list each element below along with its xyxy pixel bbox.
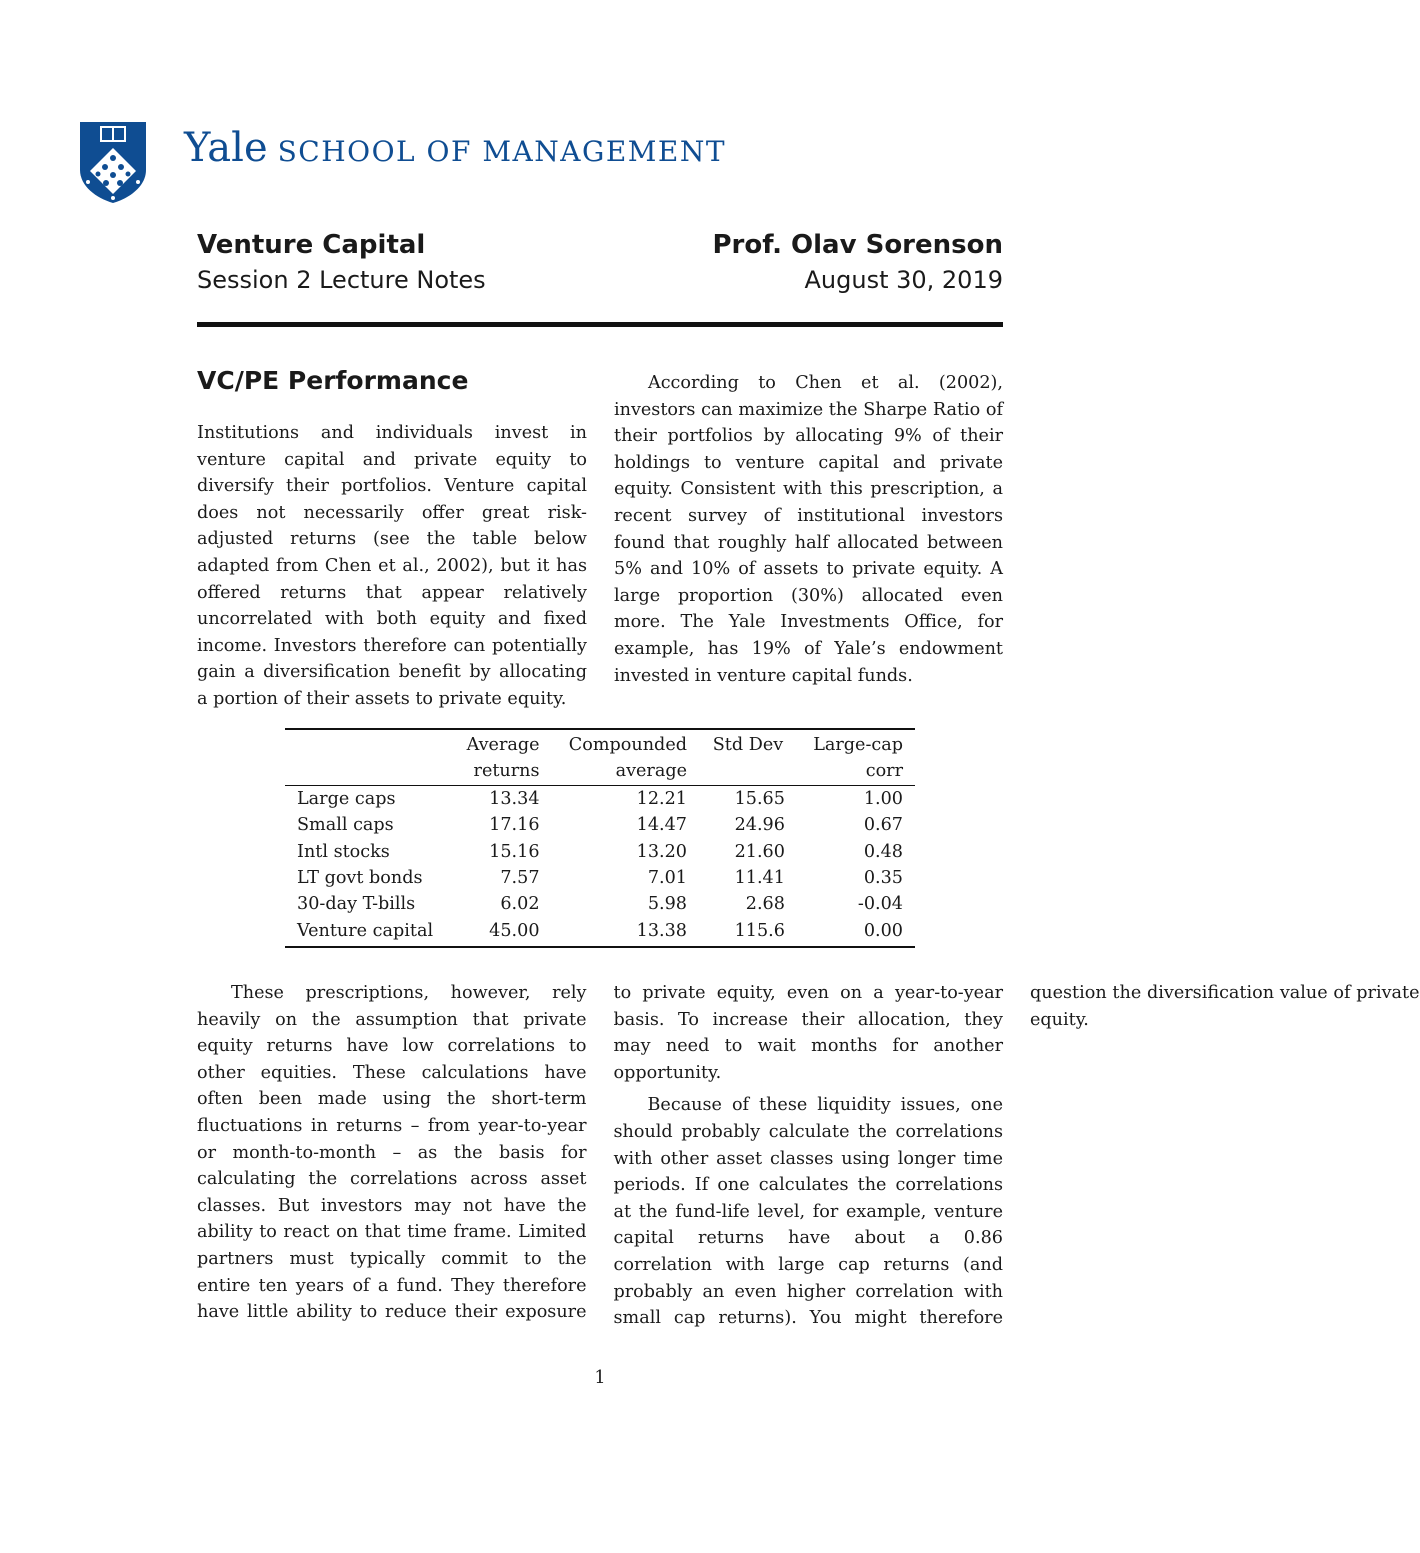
cell-average: 45.00 [451,918,552,947]
course-title: Venture Capital [197,230,426,260]
row-label: Small caps [297,815,394,836]
row-label: Venture capital [285,918,451,947]
table-header-row [285,758,915,785]
cell-compounded: 14.47 [636,815,687,836]
intro-paragraph: Institutions and individuals invest in venture capital and private equity to diversify their portfolios. Venture capital does not necessarily offer great risk-adjusted returns (see the table below adapted from Chen et al., 2002), but it has offered returns that appear relatively uncorrelated with both equity and fixed income. Investors therefore can potentially gain a diversification benefit by allocating a portion of their assets to private equity. [197,423,587,709]
cell-average: 7.57 [500,868,540,889]
cell-std-dev: 2.68 [745,894,785,915]
header-average-2: returns [451,758,552,785]
yale-shield-icon [78,120,148,204]
table-row [285,865,915,891]
row-label: 30-day T-bills [297,894,416,915]
prescriptions-paragraph: These prescriptions, however, rely heavily on the assumption that private equity returns have low correlations to other equities. These calculations have often been made using the short-term fluctuations in returns – from year-to-year or month-to-month – as the basis for calculating the correlations across asset classes. But investors may not have the ability to react on that time frame. Limited partners must typically commit to the entire ten years of a fund. They therefore have little ability to reduce their exposure to private equity, even on a year-to-year basis. To increase their allocation, they may need to wait months for another opportunity. [197,983,1003,1323]
header-large-cap: Large-cap [797,729,915,758]
cell-average: 13.34 [489,788,540,809]
header-compounded: Compounded [552,729,699,758]
cell-corr: 0.67 [863,815,903,836]
cell-compounded: 5.98 [647,894,687,915]
cell-compounded: 13.38 [552,918,699,947]
cell-std-dev: 11.41 [734,868,785,889]
table-row [285,785,915,812]
bottom-columns [197,980,1420,1336]
header-large-cap-2: corr [797,758,915,785]
cell-compounded: 12.21 [636,788,687,809]
cell-std-dev: 21.60 [734,841,785,862]
brand-name: Yale [184,125,268,171]
header-rule [197,322,1003,327]
cell-corr: 0.48 [863,841,903,862]
cell-compounded: 13.20 [636,841,687,862]
table-row [285,891,915,917]
header-compounded-2: average [552,758,699,785]
chen-paragraph: According to Chen et al. (2002), investors can maximize the Sharpe Ratio of their portfolios by allocating 9% of their holdings to venture capital and private equity. Consistent with this prescription, a recent survey of institutional investors found that roughly half allocated between 5% and 10% of assets to private equity. A large proportion (30%) allocated even more. The Yale Investments Office, for example, has 19% of Yale’s endowment invested in venture capital funds. [614,373,1003,686]
table-header-blank [285,729,451,758]
liquidity-paragraph: Because of these liquidity issues, one should probably calculate the correlations with other asset classes using longer time periods. If one calculates the correlations at the fund-life level, for example, venture capital returns have about a 0.86 correlation with large cap returns (and probably an even higher correlation with small cap returns). You might therefore question the diversification value of private equity. [613,983,1420,1329]
top-left-column [197,366,587,713]
cell-std-dev: 115.6 [699,918,797,947]
table-header-blank [285,758,451,785]
school-wordmark [184,125,726,171]
cell-average: 15.16 [489,841,540,862]
cell-average: 6.02 [500,894,540,915]
cell-compounded: 7.01 [647,868,687,889]
cell-average: 17.16 [489,815,540,836]
cell-std-dev: 24.96 [734,815,785,836]
header-std-dev-2 [699,758,797,785]
cell-std-dev: 15.65 [734,788,785,809]
table-row [285,839,915,865]
top-right-column [614,370,1003,689]
row-label: Intl stocks [297,841,390,862]
header-std-dev: Std Dev [699,729,797,758]
row-label: LT govt bonds [297,868,423,889]
cell-corr: 0.35 [863,868,903,889]
table-header-row [285,729,915,758]
table-row [285,812,915,838]
session-subtitle: Session 2 Lecture Notes [197,266,486,294]
section-title: VC/PE Performance [197,366,469,395]
school-name: SCHOOL OF MANAGEMENT [277,135,727,168]
performance-table [285,728,915,948]
cell-corr: 0.00 [797,918,915,947]
header-average: Average [451,729,552,758]
cell-corr: -0.04 [857,894,903,915]
cell-corr: 1.00 [863,788,903,809]
row-label: Large caps [297,788,396,809]
table-row [285,918,915,947]
lecture-date: August 30, 2019 [804,266,1003,294]
professor-name: Prof. Olav Sorenson [712,230,1003,260]
page-number: 1 [594,1368,606,1388]
